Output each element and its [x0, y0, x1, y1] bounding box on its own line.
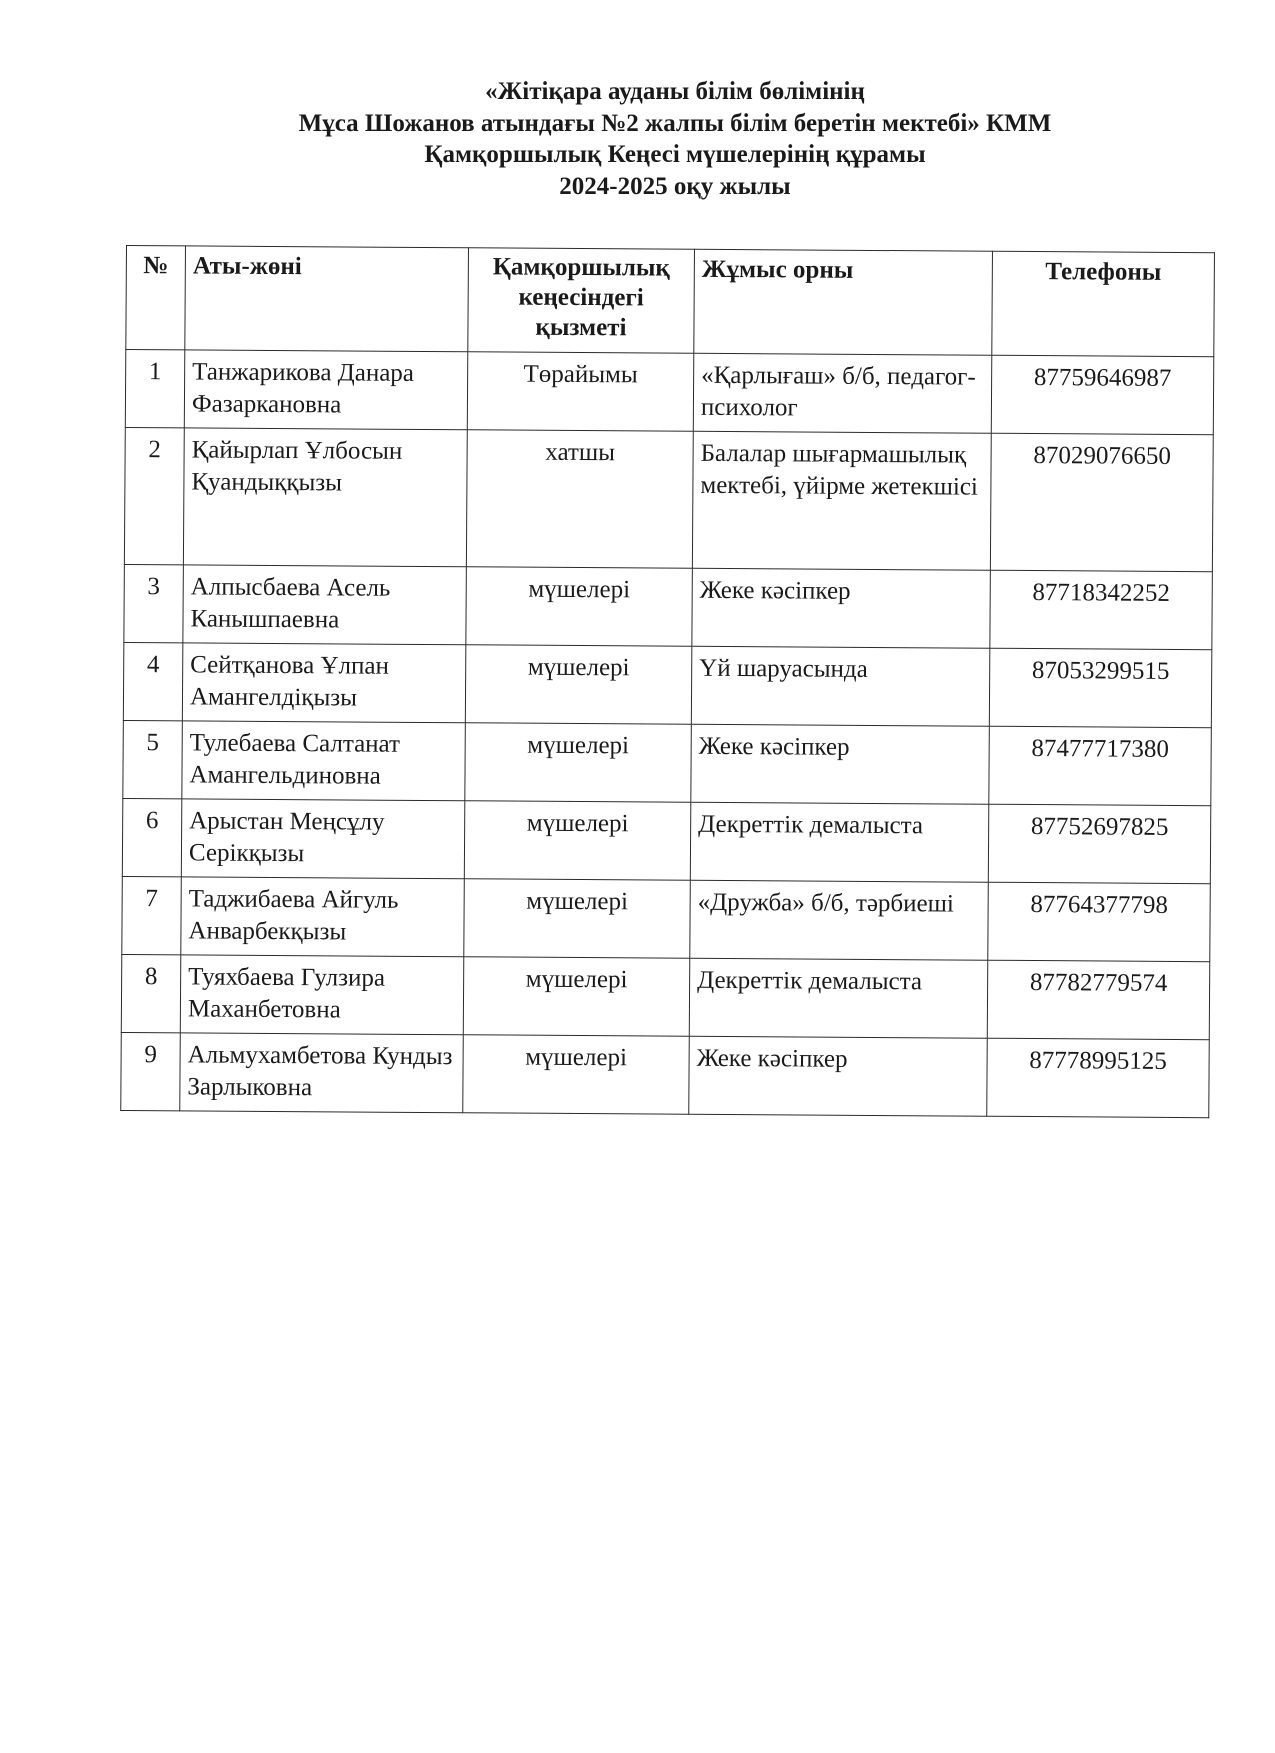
- column-header-number: №: [126, 246, 186, 350]
- cell-number: 3: [124, 564, 184, 642]
- cell-role: хатшы: [466, 430, 693, 568]
- cell-workplace: Жеке кәсіпкер: [689, 1036, 988, 1116]
- cell-phone: 87778995125: [987, 1038, 1210, 1117]
- cell-name: Танжарикова Данара Фазаркановна: [184, 350, 468, 430]
- table-row: [123, 642, 1211, 727]
- title-line-2: Мұса Шожанов атындағы №2 жалпы білім беретін мектебі» КММ: [298, 109, 1052, 137]
- table-row: [123, 720, 1211, 805]
- cell-workplace: Балалар шығармашылық мектебі, үйірме жетекшісі: [692, 431, 991, 570]
- cell-workplace: «Қарлығаш» б/б, педагог-психолог: [693, 353, 992, 433]
- cell-number: 5: [123, 720, 183, 798]
- cell-name: Альмухамбетова Кундыз Зарлыковна: [180, 1033, 464, 1113]
- cell-number: 1: [125, 350, 185, 428]
- cell-phone: 87759646987: [991, 355, 1214, 434]
- cell-name: Сейтқанова Ұлпан Амангелдіқызы: [182, 643, 466, 723]
- table-row: [122, 876, 1210, 961]
- cell-number: 7: [122, 876, 182, 954]
- cell-name: Арыстан Меңсұлу Серікқызы: [181, 799, 465, 879]
- cell-role: мүшелері: [466, 567, 693, 646]
- cell-workplace: Жеке кәсіпкер: [691, 724, 990, 804]
- cell-role: мүшелері: [464, 879, 691, 958]
- column-header-role: Қамқоршылық кеңесіндегі қызметі: [468, 248, 695, 353]
- table-row: [121, 1032, 1209, 1117]
- cell-number: 6: [122, 798, 182, 876]
- column-header-name: Аты-жөні: [185, 246, 469, 352]
- title-line-1: «Жітіқара ауданы білім бөлімінің: [485, 78, 865, 105]
- cell-phone: 87764377798: [988, 882, 1211, 961]
- cell-phone: 87029076650: [990, 433, 1213, 571]
- cell-role: мүшелері: [463, 1035, 690, 1114]
- table-row: [124, 564, 1212, 649]
- cell-phone: 87718342252: [990, 570, 1213, 649]
- cell-name: Қайырлап Ұлбосын Қуандыққызы: [183, 428, 467, 567]
- cell-workplace: Үй шаруасында: [691, 646, 990, 726]
- cell-role: мүшелері: [465, 723, 692, 802]
- members-table: [120, 245, 1215, 1118]
- cell-name: Тулебаева Салтанат Амангельдиновна: [182, 721, 466, 801]
- cell-name: Алпысбаева Асель Канышпаевна: [183, 565, 467, 645]
- cell-role: мүшелері: [465, 645, 692, 724]
- table-header-row: [126, 246, 1215, 357]
- cell-phone: 87053299515: [989, 648, 1212, 727]
- cell-number: 2: [124, 427, 184, 564]
- title-line-4: 2024-2025 оқу жылы: [559, 172, 791, 200]
- cell-name: Туяхбаева Гулзира Маханбетовна: [180, 955, 464, 1035]
- cell-phone: 87477717380: [989, 726, 1212, 805]
- cell-number: 8: [121, 954, 181, 1032]
- column-header-workplace: Жұмыс орны: [694, 249, 993, 355]
- cell-workplace: Декреттік демалыста: [689, 958, 988, 1038]
- cell-name: Таджибаева Айгуль Анварбекқызы: [181, 877, 465, 957]
- document-title: [120, 76, 1230, 202]
- table-row: [121, 954, 1209, 1039]
- cell-phone: 87782779574: [987, 960, 1210, 1039]
- cell-workplace: Жеке кәсіпкер: [692, 568, 991, 648]
- cell-role: Төрайымы: [467, 352, 694, 431]
- column-header-phone: Телефоны: [992, 251, 1215, 356]
- table-row: [125, 350, 1213, 435]
- cell-workplace: «Дружба» б/б, тәрбиеші: [690, 880, 989, 960]
- cell-phone: 87752697825: [988, 804, 1211, 883]
- cell-role: мүшелері: [464, 801, 691, 880]
- title-line-3: Қамқоршылық Кеңесі мүшелерінің құрамы: [424, 141, 926, 168]
- cell-number: 4: [123, 642, 183, 720]
- cell-number: 9: [121, 1032, 181, 1110]
- cell-workplace: Декреттік демалыста: [690, 802, 989, 882]
- table-row: [122, 798, 1210, 883]
- cell-role: мүшелері: [463, 957, 690, 1036]
- table-row: [124, 427, 1213, 571]
